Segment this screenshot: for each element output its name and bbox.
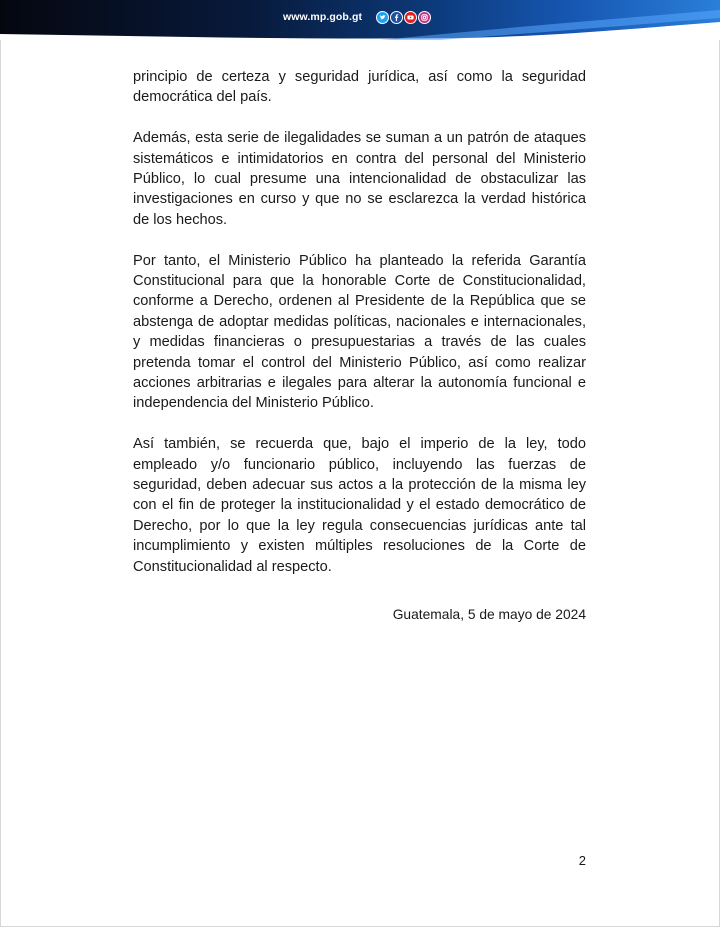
twitter-icon[interactable] [376,11,389,24]
header-banner [0,0,720,40]
facebook-icon[interactable] [390,11,403,24]
place-and-date: Guatemala, 5 de mayo de 2024 [392,607,586,622]
social-links [376,11,431,24]
instagram-icon[interactable] [418,11,431,24]
header-content [283,0,431,34]
page-number: 2 [578,853,586,868]
paragraph-2: Además, esta serie de ilegalidades se suman a un patrón de ataques sistemáticos e intimidatorios en contra del personal del Ministerio Público, lo cual presume una intencionalidad de obstaculizar las investigaciones en curso y que no se esclarezca la verdad histórica de los hechos. [133,130,586,228]
paragraph-1: principio de certeza y seguridad jurídica, así como la seguridad democrática del país. [133,69,586,106]
site-url-link[interactable]: www.mp.gob.gt [283,11,363,23]
document-body [133,67,586,598]
paragraph-3: Por tanto, el Ministerio Público ha planteado la referida Garantía Constitucional para que la honorable Corte de Constitucionalidad, conforme a Derecho, ordenen al Presidente de la República que se abstenga de adoptar medidas políticas, nacionales e internacionales, y medidas financieras o presupuestarias a través de las cuales pretenda tomar el control del Ministerio Público, así como realizar acciones arbitrarias e ilegales para alterar la autonomía funcional e independencia del Ministerio Público. [133,252,586,412]
paragraph-4: Así también, se recuerda que, bajo el imperio de la ley, todo empleado y/o funcionario público, incluyendo las fuerzas de seguridad, deben adecuar sus actos a la protección de la misma ley con el fin de proteger la institucionalidad y el estado democrático de Derecho, por lo que la ley regula consecuencias jurídicas ante tal incumplimiento y existen múltiples resoluciones de la Corte de Constitucionalidad al respecto. [133,436,586,575]
youtube-icon[interactable] [404,11,417,24]
